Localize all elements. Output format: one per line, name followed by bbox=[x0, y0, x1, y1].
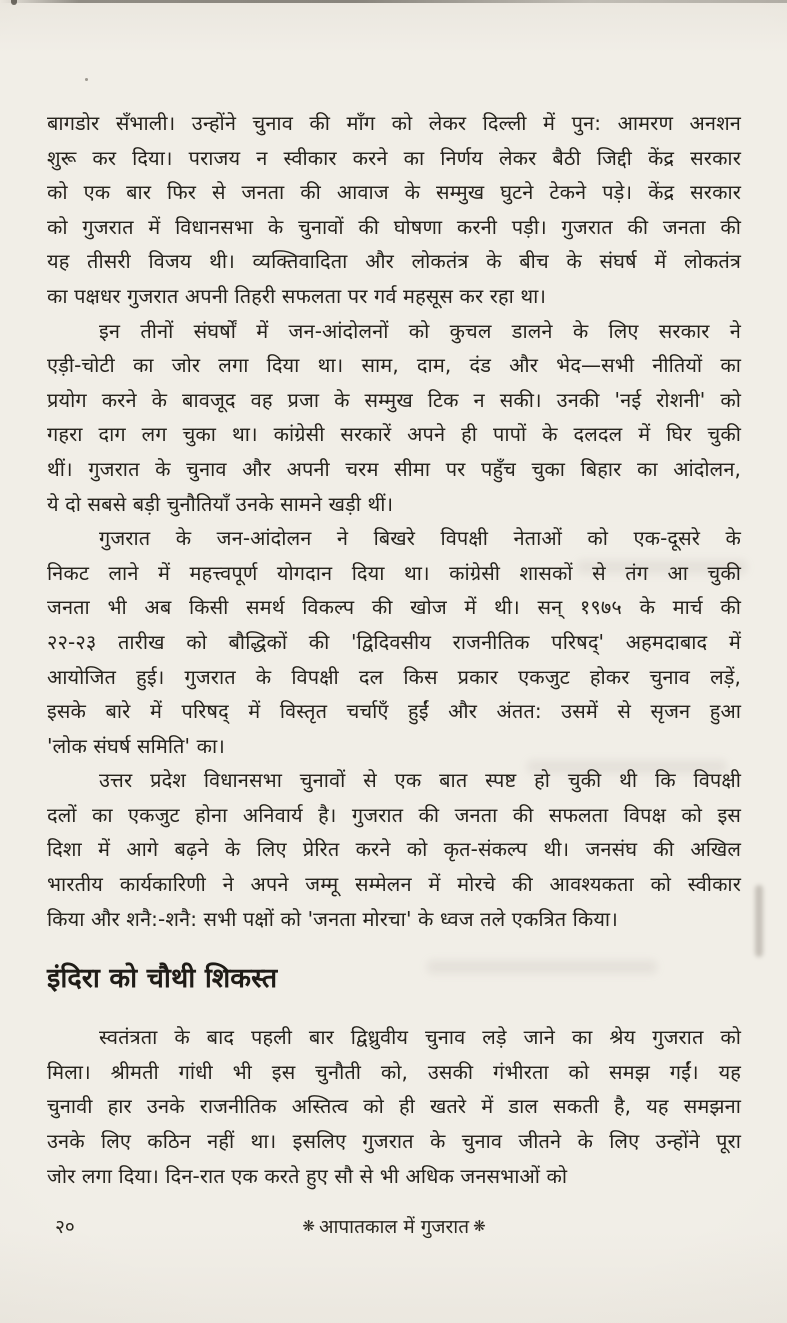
text-line: गहरा दाग लग चुका था। कांग्रेसी सरकारें अपने ही पापों के दलदल में घिर चुकी bbox=[47, 422, 741, 447]
text-line: गुजरात के जन-आंदोलन ने बिखरे विपक्षी नेताओं को एक-दूसरे के bbox=[99, 526, 741, 551]
text-line: ये दो सबसे बड़ी चुनौतियाँ उनके सामने खड़ी थीं। bbox=[47, 491, 394, 516]
text-line: दलों का एकजुट होना अनिवार्य है। गुजरात की जनता की सफलता विपक्ष को इस bbox=[47, 802, 741, 827]
text-line: जनता भी अब किसी समर्थ विकल्प की खोज में थी। सन् १९७५ के मार्च की bbox=[47, 595, 741, 620]
paragraph bbox=[47, 1020, 741, 1193]
text-line: 'लोक संघर्ष समिति' का। bbox=[47, 733, 225, 758]
section-heading: इंदिरा को चौथी शिकस्त bbox=[47, 963, 278, 995]
text-line: किया और शनै:-शनै: सभी पक्षों को 'जनता मोरचा' के ध्वज तले एकत्रित किया। bbox=[47, 906, 618, 931]
text-line: उत्तर प्रदेश विधानसभा चुनावों से एक बात स्पष्ट हो चुकी थी कि विपक्षी bbox=[99, 768, 741, 793]
text-line: दिशा में आगे बढ़ने के लिए प्रेरित करने को कृत-संकल्प थी। जनसंघ की अखिल bbox=[47, 837, 741, 862]
text-line: इसके बारे में परिषद् में विस्तृत चर्चाएँ हुईं और अंतत: उसमें से सृजन हुआ bbox=[47, 699, 741, 724]
text-line: उनके लिए कठिन नहीं था। इसलिए गुजरात के चुनाव जीतने के लिए उन्होंने पूरा bbox=[47, 1129, 741, 1154]
page-number: २० bbox=[55, 1216, 75, 1238]
text-line: को गुजरात में विधानसभा के चुनावों की घोषणा करनी पड़ी। गुजरात की जनता की bbox=[47, 214, 741, 239]
paragraph bbox=[47, 314, 741, 522]
text-line: यह तीसरी विजय थी। व्यक्तिवादिता और लोकतंत्र के बीच के संघर्ष में लोकतंत्र bbox=[47, 249, 741, 274]
running-title-text: आपातकाल में गुजरात bbox=[318, 1216, 470, 1238]
text-line: बागडोर सँभाली। उन्होंने चुनाव की माँग को लेकर दिल्ली में पुन: आमरण अनशन bbox=[47, 111, 741, 135]
scan-edge-smudge bbox=[755, 885, 763, 957]
scan-speck bbox=[85, 78, 88, 81]
text-line: स्वतंत्रता के बाद पहली बार द्विध्रुवीय चुनाव लड़े जाने का श्रेय गुजरात को bbox=[99, 1025, 741, 1050]
text-line: आयोजित हुई। गुजरात के विपक्षी दल किस प्रकार एकजुट होकर चुनाव लड़ें, bbox=[47, 664, 741, 689]
text-line: को एक बार फिर से जनता की आवाज के सम्मुख घुटने टेकने पड़े। केंद्र सरकार bbox=[47, 180, 741, 205]
running-title bbox=[47, 1212, 741, 1243]
page-footer bbox=[47, 1212, 741, 1242]
text-line: प्रयोग करने के बावजूद वह प्रजा के सम्मुख टिक न सकी। उनकी 'नई रोशनी' को bbox=[47, 387, 741, 412]
flower-ornament-icon: ❋ bbox=[473, 1217, 486, 1235]
flower-ornament-icon: ❋ bbox=[302, 1217, 315, 1235]
paragraph bbox=[47, 763, 741, 936]
text-line: मिला। श्रीमती गांधी भी इस चुनौती को, उसकी गंभीरता को समझ गईं। यह bbox=[47, 1059, 741, 1084]
text-line: भारतीय कार्यकारिणी ने अपने जम्मू सम्मेलन में मोरचे की आवश्यकता को स्वीकार bbox=[47, 872, 741, 897]
paragraph bbox=[47, 521, 741, 763]
text-line: निकट लाने में महत्त्वपूर्ण योगदान दिया था। कांग्रेसी शासकों से तंग आ चुकी bbox=[47, 560, 741, 585]
text-line: थीं। गुजरात के चुनाव और अपनी चरम सीमा पर पहुँच चुका बिहार का आंदोलन, bbox=[47, 456, 741, 481]
page-text-block bbox=[47, 106, 741, 1193]
text-line: एड़ी-चोटी का जोर लगा दिया था। साम, दाम, दंड और भेद—सभी नीतियों का bbox=[47, 353, 741, 378]
text-line: २२-२३ तारीख को बौद्धिकों की 'द्विदिवसीय राजनीतिक परिषद्' अहमदाबाद में bbox=[47, 629, 741, 654]
text-line: का पक्षधर गुजरात अपनी तिहरी सफलता पर गर्व महसूस कर रहा था। bbox=[47, 283, 547, 308]
paragraph bbox=[47, 106, 741, 314]
text-line: चुनावी हार उनके राजनीतिक अस्तित्व को ही खतरे में डाल सकती है, यह समझना bbox=[47, 1094, 741, 1119]
scan-edge-artifact bbox=[0, 0, 787, 3]
text-line: शुरू कर दिया। पराजय न स्वीकार करने का निर्णय लेकर बैठी जिद्दी केंद्र सरकार bbox=[47, 145, 741, 170]
text-line: इन तीनों संघर्षों में जन-आंदोलनों को कुचल डालने के लिए सरकार ने bbox=[99, 318, 741, 343]
text-line: जोर लगा दिया। दिन-रात एक करते हुए सौ से भी अधिक जनसभाओं को bbox=[47, 1163, 568, 1188]
